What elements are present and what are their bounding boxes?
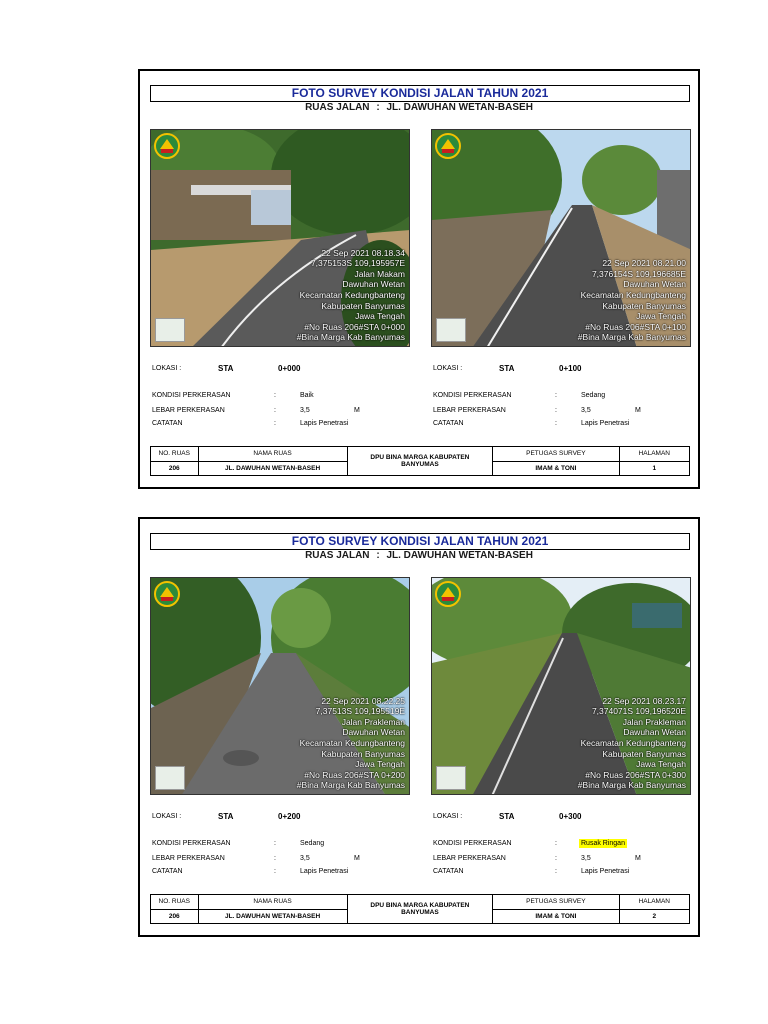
catatan-value: Lapis Penetrasi	[300, 420, 349, 427]
road-photo-sta-0-100	[431, 129, 691, 347]
kondisi-label: KONDISI PERKERASAN	[152, 392, 231, 399]
ruas-colon: :	[376, 550, 380, 561]
sheet-footer-table	[150, 446, 690, 476]
halaman-value: 2	[619, 909, 689, 924]
stamp-line: Kabupaten Banyumas	[321, 300, 405, 311]
stamp-line: Jawa Tengah	[355, 759, 405, 770]
photo-geotag-stamp	[578, 258, 686, 343]
colon: :	[555, 420, 557, 427]
road-photo-sta-0-000	[150, 129, 410, 347]
stamp-line: #Bina Marga Kab Banyumas	[296, 332, 405, 343]
halaman-value: 1	[619, 461, 689, 476]
sta-label: STA	[499, 812, 515, 821]
no-ruas-value: 206	[151, 909, 199, 924]
halaman-header: HALAMAN	[619, 447, 689, 462]
catatan-label: CATATAN	[433, 420, 464, 427]
stamp-line: Jalan Prakleman	[622, 716, 686, 727]
catatan-label: CATATAN	[152, 420, 183, 427]
colon: :	[274, 855, 276, 862]
lebar-unit: M	[635, 407, 641, 414]
survey-sheet-page-1	[138, 69, 700, 489]
halaman-header: HALAMAN	[619, 895, 689, 910]
stamp-line: 22 Sep 2021 08.18.34	[321, 247, 405, 258]
colon: :	[555, 407, 557, 414]
location-map-thumbnail	[436, 318, 466, 342]
lebar-label: LEBAR PERKERASAN	[433, 855, 506, 862]
stamp-line: Kecamatan Kedungbanteng	[580, 738, 686, 749]
banyumas-logo-icon	[435, 133, 461, 159]
colon: :	[274, 868, 276, 875]
stamp-line: Dawuhan Wetan	[623, 279, 686, 290]
ruas-label: RUAS JALAN	[305, 550, 370, 561]
lebar-unit: M	[354, 855, 360, 862]
petugas-value: IMAM & TONI	[493, 461, 619, 476]
petugas-header: PETUGAS SURVEY	[493, 447, 619, 462]
stamp-line: Jalan Makam	[354, 268, 405, 279]
sta-label: STA	[218, 364, 234, 373]
kondisi-value: Sedang	[300, 840, 325, 847]
petugas-value: IMAM & TONI	[493, 909, 619, 924]
lebar-value: 3,5	[300, 855, 310, 862]
stamp-line: 7,376154S 109,196685E	[591, 268, 686, 279]
stamp-line: 7,375153S 109,195957E	[310, 258, 405, 269]
dpu-label: DPU BINA MARGA KABUPATEN BANYUMAS	[347, 447, 493, 476]
kondisi-label: KONDISI PERKERASAN	[433, 840, 512, 847]
sta-value: 0+200	[278, 812, 301, 821]
lokasi-label: LOKASI :	[152, 365, 182, 372]
lebar-label: LEBAR PERKERASAN	[433, 407, 506, 414]
kondisi-label: KONDISI PERKERASAN	[152, 840, 231, 847]
stamp-line: Dawuhan Wetan	[342, 279, 405, 290]
sta-value: 0+100	[559, 364, 582, 373]
sheet-subtitle	[140, 550, 698, 561]
colon: :	[555, 868, 557, 875]
lebar-label: LEBAR PERKERASAN	[152, 407, 225, 414]
colon: :	[555, 840, 557, 847]
sta-value: 0+000	[278, 364, 301, 373]
stamp-line: #Bina Marga Kab Banyumas	[296, 780, 405, 791]
colon: :	[274, 840, 276, 847]
kondisi-value-highlighted: Rusak Ringan	[581, 840, 625, 847]
stamp-line: Kecamatan Kedungbanteng	[299, 738, 405, 749]
stamp-line: Jawa Tengah	[636, 311, 686, 322]
ruas-name: JL. DAWUHAN WETAN-BASEH	[386, 102, 533, 113]
no-ruas-value: 206	[151, 461, 199, 476]
stamp-line: #No Ruas 206#STA 0+100	[585, 321, 686, 332]
lokasi-label: LOKASI :	[433, 365, 463, 372]
stamp-line: Jawa Tengah	[355, 311, 405, 322]
road-photo-sta-0-300	[431, 577, 691, 795]
stamp-line: Jalan Prakleman	[341, 716, 405, 727]
stamp-line: 7,37513S 109,195519E	[315, 706, 405, 717]
stamp-line: 7,374071S 109,196520E	[591, 706, 686, 717]
photo-geotag-stamp	[578, 696, 686, 791]
stamp-line: 22 Sep 2021 08.23.17	[602, 695, 686, 706]
location-map-thumbnail	[436, 766, 466, 790]
ruas-label: RUAS JALAN	[305, 102, 370, 113]
colon: :	[555, 855, 557, 862]
nama-ruas-value: JL. DAWUHAN WETAN-BASEH	[198, 461, 347, 476]
lebar-value: 3,5	[300, 407, 310, 414]
no-ruas-header: NO. RUAS	[151, 895, 199, 910]
stamp-line: #No Ruas 206#STA 0+200	[304, 769, 405, 780]
catatan-value: Lapis Penetrasi	[581, 420, 630, 427]
kondisi-value: Sedang	[581, 392, 606, 399]
stamp-line: #Bina Marga Kab Banyumas	[577, 780, 686, 791]
nama-ruas-header: NAMA RUAS	[198, 447, 347, 462]
stamp-line: #No Ruas 206#STA 0+000	[304, 321, 405, 332]
lebar-unit: M	[635, 855, 641, 862]
stamp-line: Kabupaten Banyumas	[602, 748, 686, 759]
no-ruas-header: NO. RUAS	[151, 447, 199, 462]
photo-geotag-stamp	[297, 696, 405, 791]
colon: :	[274, 420, 276, 427]
nama-ruas-value: JL. DAWUHAN WETAN-BASEH	[198, 909, 347, 924]
sheet-title: FOTO SURVEY KONDISI JALAN TAHUN 2021	[150, 85, 690, 102]
stamp-line: 22 Sep 2021 08.21.00	[602, 258, 686, 269]
stamp-line: 22 Sep 2021 08.22.25	[321, 695, 405, 706]
catatan-label: CATATAN	[152, 868, 183, 875]
sheet-footer-table	[150, 894, 690, 924]
catatan-value: Lapis Penetrasi	[581, 868, 630, 875]
banyumas-logo-icon	[435, 581, 461, 607]
sta-label: STA	[218, 812, 234, 821]
petugas-header: PETUGAS SURVEY	[493, 895, 619, 910]
colon: :	[274, 407, 276, 414]
stamp-line: #Bina Marga Kab Banyumas	[577, 332, 686, 343]
colon: :	[555, 392, 557, 399]
location-map-thumbnail	[155, 766, 185, 790]
nama-ruas-header: NAMA RUAS	[198, 895, 347, 910]
lokasi-label: LOKASI :	[433, 813, 463, 820]
stamp-line: Dawuhan Wetan	[623, 727, 686, 738]
stamp-line: #No Ruas 206#STA 0+300	[585, 769, 686, 780]
lebar-value: 3,5	[581, 407, 591, 414]
kondisi-label: KONDISI PERKERASAN	[433, 392, 512, 399]
photo-geotag-stamp	[297, 248, 405, 343]
catatan-label: CATATAN	[433, 868, 464, 875]
lebar-value: 3,5	[581, 855, 591, 862]
sta-value: 0+300	[559, 812, 582, 821]
stamp-line: Dawuhan Wetan	[342, 727, 405, 738]
stamp-line: Kecamatan Kedungbanteng	[299, 290, 405, 301]
location-map-thumbnail	[155, 318, 185, 342]
lebar-unit: M	[354, 407, 360, 414]
catatan-value: Lapis Penetrasi	[300, 868, 349, 875]
sta-label: STA	[499, 364, 515, 373]
stamp-line: Jawa Tengah	[636, 759, 686, 770]
stamp-line: Kecamatan Kedungbanteng	[580, 290, 686, 301]
banyumas-logo-icon	[154, 133, 180, 159]
stamp-line: Kabupaten Banyumas	[602, 300, 686, 311]
road-photo-sta-0-200	[150, 577, 410, 795]
ruas-colon: :	[376, 102, 380, 113]
survey-sheet-page-2	[138, 517, 700, 937]
banyumas-logo-icon	[154, 581, 180, 607]
dpu-label: DPU BINA MARGA KABUPATEN BANYUMAS	[347, 895, 493, 924]
kondisi-value: Baik	[300, 392, 314, 399]
stamp-line: Kabupaten Banyumas	[321, 748, 405, 759]
lokasi-label: LOKASI :	[152, 813, 182, 820]
sheet-title: FOTO SURVEY KONDISI JALAN TAHUN 2021	[150, 533, 690, 550]
colon: :	[274, 392, 276, 399]
lebar-label: LEBAR PERKERASAN	[152, 855, 225, 862]
sheet-subtitle	[140, 102, 698, 113]
ruas-name: JL. DAWUHAN WETAN-BASEH	[386, 550, 533, 561]
